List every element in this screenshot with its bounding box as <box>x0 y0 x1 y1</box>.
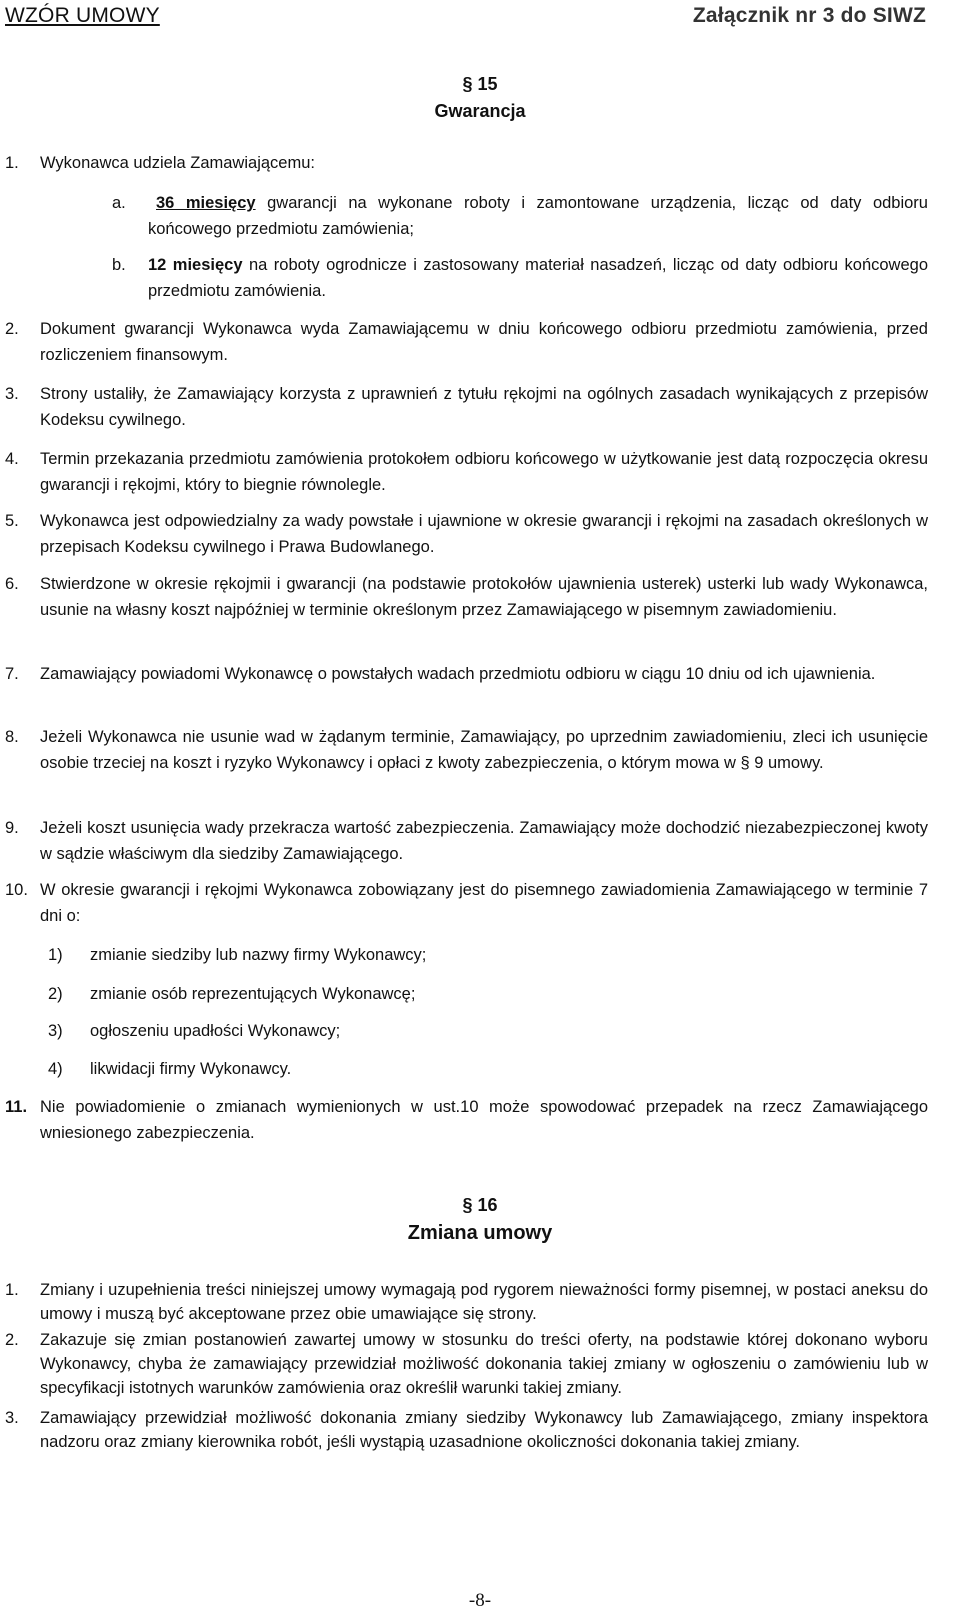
s15-subitem-2-number: 2) <box>48 985 63 1003</box>
s15-subitem-4-number: 4) <box>48 1060 63 1078</box>
s15-item-9-number: 9. <box>5 819 19 837</box>
s15-item-7-number: 7. <box>5 665 19 683</box>
s16-item-3-text: Zamawiający przewidział możliwość dokonania zmiany siedziby Wykonawcy lub Zamawiającego, zmiany inspektora nadzoru oraz zmiany kierownika robót, jeśli wystąpią uzasadnione okoliczności dokonania takiej zmiany. <box>40 1409 928 1451</box>
s15-subitem-1-number: 1) <box>48 946 63 964</box>
s16-item-2-number: 2. <box>5 1331 19 1349</box>
s15-subitem-4-text: likwidacji firmy Wykonawcy. <box>90 1060 292 1078</box>
s15-item-10-number: 10. <box>5 881 28 899</box>
s15-item-b-number: b. <box>112 256 126 274</box>
header-contract-template: WZÓR UMOWY <box>5 4 160 27</box>
s15-item-8-number: 8. <box>5 728 19 746</box>
s15-item-6-number: 6. <box>5 575 19 593</box>
s15-item-11-text: Nie powiadomienie o zmianach wymienionych w ust.10 może spowodować przepadek na rzecz Zamawiającego wniesionego zabezpieczenia. <box>40 1098 928 1142</box>
s15-item-4-number: 4. <box>5 450 19 468</box>
s15-item-2-number: 2. <box>5 320 19 338</box>
section-15-number: § 15 <box>462 74 498 94</box>
s16-item-1-number: 1. <box>5 1281 19 1299</box>
s15-item-3-number: 3. <box>5 385 19 403</box>
s15-item-5-number: 5. <box>5 512 19 530</box>
section-16-title: Zmiana umowy <box>407 1222 553 1244</box>
header-attachment-label: Załącznik nr 3 do SIWZ <box>692 4 926 27</box>
s16-item-2-text: Zakazuje się zmian postanowień zawartej umowy w stosunku do treści oferty, na podstawie której dokonano wyboru Wykonawcy, chyba że zamawiający przewidział możliwość dokonania takiej zmiany w ogłoszeniu o zamówieniu lub w specyfikacji istotnych warunków zamówienia oraz określił warunki takiej zmiany. <box>40 1331 928 1397</box>
s15-item-10-text: W okresie gwarancji i rękojmi Wykonawca zobowiązany jest do pisemnego zawiadomienia Zamawiającego w terminie 7 dni o: <box>40 881 928 925</box>
s15-subitem-3-text: ogłoszeniu upadłości Wykonawcy; <box>90 1022 341 1040</box>
s15-item-b-text: 12 miesięcy na roboty ogrodnicze i zastosowany materiał nasadzeń, licząc od daty odbioru końcowego przedmiotu zamówienia. <box>148 256 928 300</box>
s16-item-3-number: 3. <box>5 1409 19 1427</box>
s15-item-5-text: Wykonawca jest odpowiedzialny za wady powstałe i ujawnione w okresie gwarancji i rękojmi na zasadach określonych w przepisach Kodeksu cywilnego i Prawa Budowlanego. <box>40 512 928 556</box>
section-15-title: Gwarancja <box>434 101 526 121</box>
warranty-period-36: 36 miesięcy <box>156 194 256 212</box>
s15-item-2-text: Dokument gwarancji Wykonawca wyda Zamawiającemu w dniu końcowego odbioru przedmiotu zamówienia, przed rozliczeniem finansowym. <box>40 320 928 364</box>
page-number: -8- <box>468 1590 492 1611</box>
s15-item-a-text: 36 miesięcy gwarancji na wykonane roboty i zamontowane urządzenia, licząc od daty odbioru końcowego przedmiotu zamówienia; <box>148 194 928 238</box>
s15-subitem-2-text: zmianie osób reprezentujących Wykonawcę; <box>90 985 416 1003</box>
s15-item-9-text: Jeżeli koszt usunięcia wady przekracza wartość zabezpieczenia. Zamawiający może dochodzić niezabezpieczonej kwoty w sądzie właściwym dla siedziby Zamawiającego. <box>40 819 928 863</box>
s15-item-8-text: Jeżeli Wykonawca nie usunie wad w żądanym terminie, Zamawiający, po uprzednim zawiadomieniu, zleci ich usunięcie osobie trzeciej na koszt i ryzyko Wykonawcy i opłaci z kwoty zabezpieczenia, o którym mowa w § 9 umowy. <box>40 728 928 772</box>
s15-item-6-text: Stwierdzone w okresie rękojmii i gwarancji (na podstawie protokołów ujawnienia usterek) usterki lub wady Wykonawca, usunie na własny koszt najpóźniej w terminie określonym przez Zamawiającego w pisemnym zawiadomieniu. <box>40 575 928 619</box>
s15-item-a-number: a. <box>112 194 126 212</box>
s15-subitem-3-number: 3) <box>48 1022 63 1040</box>
s16-item-1-text: Zmiany i uzupełnienia treści niniejszej umowy wymagają pod rygorem nieważności formy pisemnej, w postaci aneksu do umowy i muszą być akceptowane przez obie umawiające się strony. <box>40 1281 928 1323</box>
s15-item-7-text: Zamawiający powiadomi Wykonawcę o powstałych wadach przedmiotu odbioru w ciągu 10 dniu od ich ujawnienia. <box>40 665 876 683</box>
section-16-number: § 16 <box>462 1195 498 1215</box>
warranty-period-12: 12 miesięcy <box>148 256 243 274</box>
s15-item-4-text: Termin przekazania przedmiotu zamówienia protokołem odbioru końcowego w użytkowanie jest datą rozpoczęcia okresu gwarancji i rękojmi, który to biegnie równolegle. <box>40 450 928 494</box>
s15-item-1-number: 1. <box>5 154 19 172</box>
s15-item-11-number: 11. <box>5 1098 28 1116</box>
s15-item-3-text: Strony ustaliły, że Zamawiający korzysta z uprawnień z tytułu rękojmi na ogólnych zasadach wynikających z przepisów Kodeksu cywilnego. <box>40 385 928 429</box>
s15-subitem-1-text: zmianie siedziby lub nazwy firmy Wykonawcy; <box>90 946 427 964</box>
s15-item-1-text: Wykonawca udziela Zamawiającemu: <box>40 154 315 172</box>
